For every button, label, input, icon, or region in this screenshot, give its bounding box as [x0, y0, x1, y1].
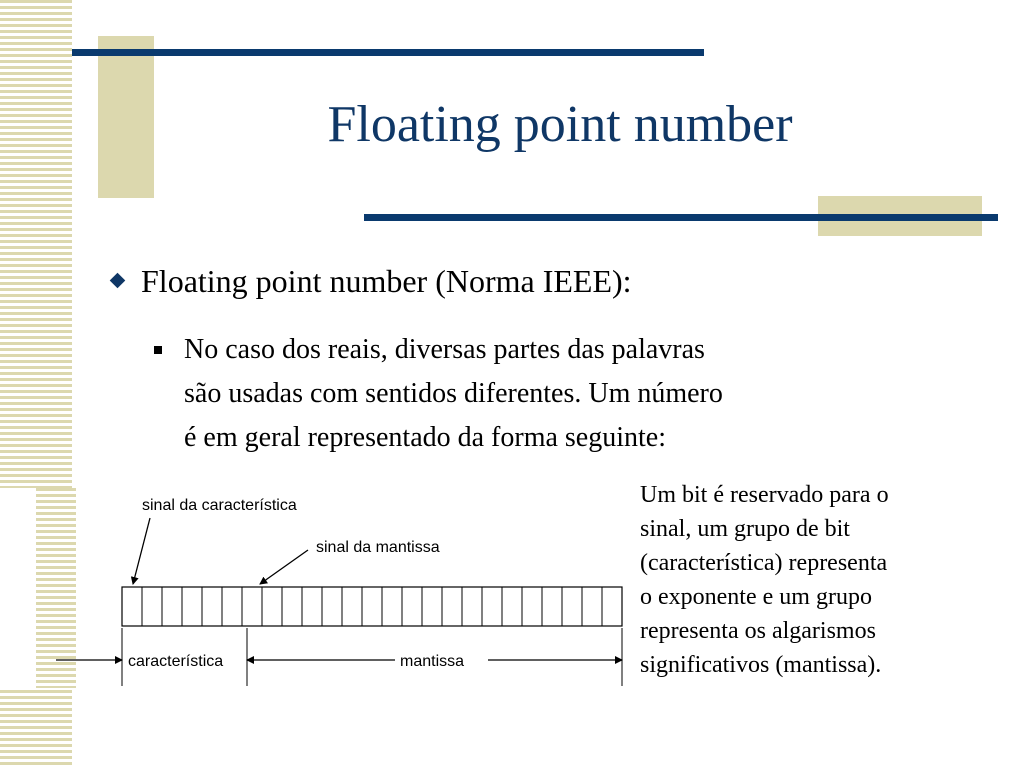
bullet-level1 [108, 262, 632, 300]
arrow-sign-mantissa [260, 550, 308, 584]
note-line: significativos (mantissa). [640, 652, 882, 678]
explanation-note [640, 478, 1020, 682]
floating-point-diagram [50, 480, 640, 700]
label-characteristic: característica [128, 653, 224, 670]
note-line: o exponente e um grupo [640, 584, 872, 610]
square-bullet-icon [154, 346, 162, 354]
label-mantissa: mantissa [400, 653, 465, 670]
note-line: sinal, um grupo de bit [640, 516, 850, 542]
title-rule-bottom [364, 214, 998, 221]
diamond-bullet-icon [110, 273, 126, 289]
decorative-block-top [98, 36, 154, 198]
bullet-line: é em geral representado da forma seguinte: [184, 422, 667, 453]
bullet-line: são usadas com sentidos diferentes. Um número [184, 378, 723, 409]
label-sign-mantissa: sinal da mantissa [316, 539, 440, 556]
note-line: (característica) representa [640, 550, 888, 576]
bullet-line: No caso dos reais, diversas partes das palavras [184, 334, 705, 365]
slide-title: Floating point number [327, 96, 793, 153]
bit-cells [122, 587, 622, 626]
arrow-sign-characteristic [133, 518, 150, 584]
bullet-level1-text: Floating point number (Norma IEEE): [141, 263, 632, 299]
note-line: representa os algarismos [640, 618, 876, 644]
label-sign-characteristic: sinal da característica [142, 497, 297, 514]
bullet-level2-text [184, 328, 723, 460]
note-line: Um bit é reservado para o [640, 482, 889, 508]
stripe-gap [0, 488, 40, 688]
title-rule-top [72, 49, 704, 56]
bit-register-frame [122, 587, 622, 626]
